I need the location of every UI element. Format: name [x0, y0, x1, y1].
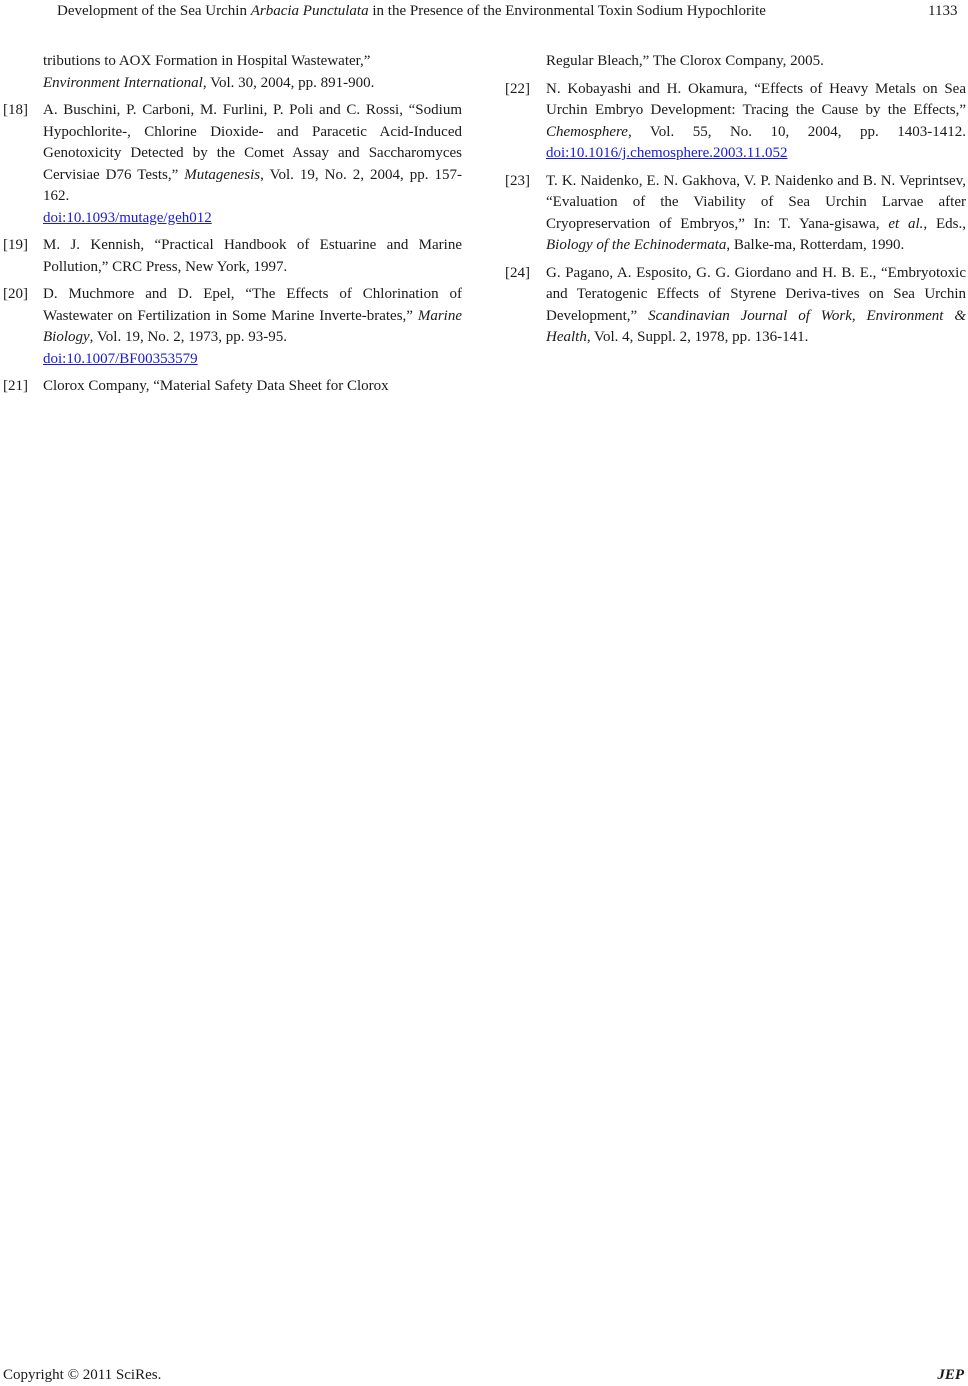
reference-23 — [505, 171, 966, 257]
citation-details: , Vol. 4, Suppl. 2, 1978, pp. 136-141. — [586, 329, 809, 345]
reference-21 — [0, 376, 462, 398]
running-head — [0, 0, 968, 22]
reference-text — [43, 376, 462, 398]
citation-text: T. K. Naidenko, E. N. Gakhova, V. P. Naidenko and B. N. Veprintsev, “Evaluation of the Viability of Sea Urchin Larvae after Cryopreservation of Embryos,” In: T. Yana-gisawa, — [546, 172, 966, 232]
right-column — [505, 51, 966, 355]
citation-details: , Balke-ma, Rotterdam, 1990. — [726, 237, 905, 253]
reference-18 — [0, 100, 462, 229]
citation-details: , Vol. 19, No. 2, 1973, pp. 93-95. — [89, 329, 288, 345]
reference-text — [43, 235, 462, 278]
journal-name: Marine Biology — [43, 307, 462, 345]
reference-continuation — [505, 51, 966, 73]
reference-number: [21] — [3, 378, 28, 394]
citation-text: A. Buschini, P. Carboni, M. Furlini, P. Poli and C. Rossi, “Sodium Hypochlorite-, Chlorine Dioxide- and Paracetic Acid-Induced Genotoxicity Detected by the Comet Assay and Saccharomyces Cervisiae D76 Tests,” — [43, 102, 462, 183]
title-species: Arbacia Punctulata — [250, 3, 369, 19]
title-pre: Development of the Sea Urchin — [57, 3, 251, 19]
reference-number: [20] — [3, 286, 28, 302]
reference-20 — [0, 284, 462, 370]
citation-text: N. Kobayashi and H. Okamura, “Effects of Heavy Metals on Sea Urchin Embryo Development: Tracing the Cause by the Effects,” — [546, 80, 966, 118]
running-head-title — [57, 0, 766, 22]
journal-name: Scandinavian Journal of Work, Environment & Health — [546, 307, 966, 345]
reference-number: [22] — [505, 80, 530, 97]
citation-text: G. Pagano, A. Esposito, G. G. Giordano and H. B. E., “Embryotoxic and Teratogenic Effects of Styrene Deriva-tives on Sea Urchin Development,” — [546, 264, 966, 324]
citation-details: , Vol. 55, No. 10, 2004, pp. 1403-1412. — [627, 123, 966, 140]
doi-link[interactable]: doi:10.1093/mutage/geh012 — [43, 209, 212, 226]
reference-text — [546, 79, 966, 165]
continuation-line: tributions to AOX Formation in Hospital Wastewater,” — [43, 53, 371, 69]
reference-number: [23] — [505, 172, 530, 189]
doi-link[interactable]: doi:10.1007/BF00353579 — [43, 350, 198, 367]
reference-number: [19] — [3, 237, 28, 253]
continuation-line: Regular Bleach,” The Clorox Company, 2005. — [546, 53, 824, 69]
reference-text — [546, 263, 966, 349]
page-footer — [0, 1364, 968, 1386]
reference-24 — [505, 263, 966, 349]
reference-text — [546, 51, 966, 73]
reference-22 — [505, 79, 966, 165]
reference-text — [43, 284, 462, 370]
page-number: 1133 — [928, 3, 958, 19]
book-title: Biology of the Echinodermata — [546, 237, 727, 253]
copyright-notice: Copyright © 2011 SciRes. — [3, 1367, 162, 1383]
journal-abbreviation: JEP — [937, 1367, 964, 1383]
reference-19 — [0, 235, 462, 278]
left-column — [0, 51, 462, 404]
reference-text — [43, 100, 462, 229]
citation-details: , Vol. 30, 2004, pp. 891-900. — [202, 74, 375, 91]
citation-text: , Eds., — [923, 215, 966, 232]
reference-number: [24] — [505, 264, 530, 281]
citation-text: M. J. Kennish, “Practical Handbook of Estuarine and Marine Pollution,” CRC Press, New York, 1997. — [43, 237, 462, 275]
reference-continuation — [0, 51, 462, 94]
title-post: in the Presence of the Environmental Toxin Sodium Hypochlorite — [368, 3, 766, 19]
citation-text: Clorox Company, “Material Safety Data Sheet for Clorox — [43, 378, 389, 394]
et-al: et al. — [888, 215, 924, 232]
journal-name: Chemosphere — [546, 123, 628, 140]
reference-text — [546, 171, 966, 257]
citation-details: , Vol. 19, No. 2, 2004, pp. 157-162. — [43, 166, 462, 204]
journal-name: Mutagenesis — [184, 166, 261, 183]
doi-link[interactable]: doi:10.1016/j.chemosphere.2003.11.052 — [546, 145, 788, 161]
journal-name: Environment International — [43, 74, 203, 91]
reference-number: [18] — [3, 102, 28, 118]
citation-text: D. Muchmore and D. Epel, “The Effects of Chlorination of Wastewater on Fertilization in Some Marine Inverte-brates,” — [43, 286, 462, 324]
reference-text — [43, 51, 462, 94]
